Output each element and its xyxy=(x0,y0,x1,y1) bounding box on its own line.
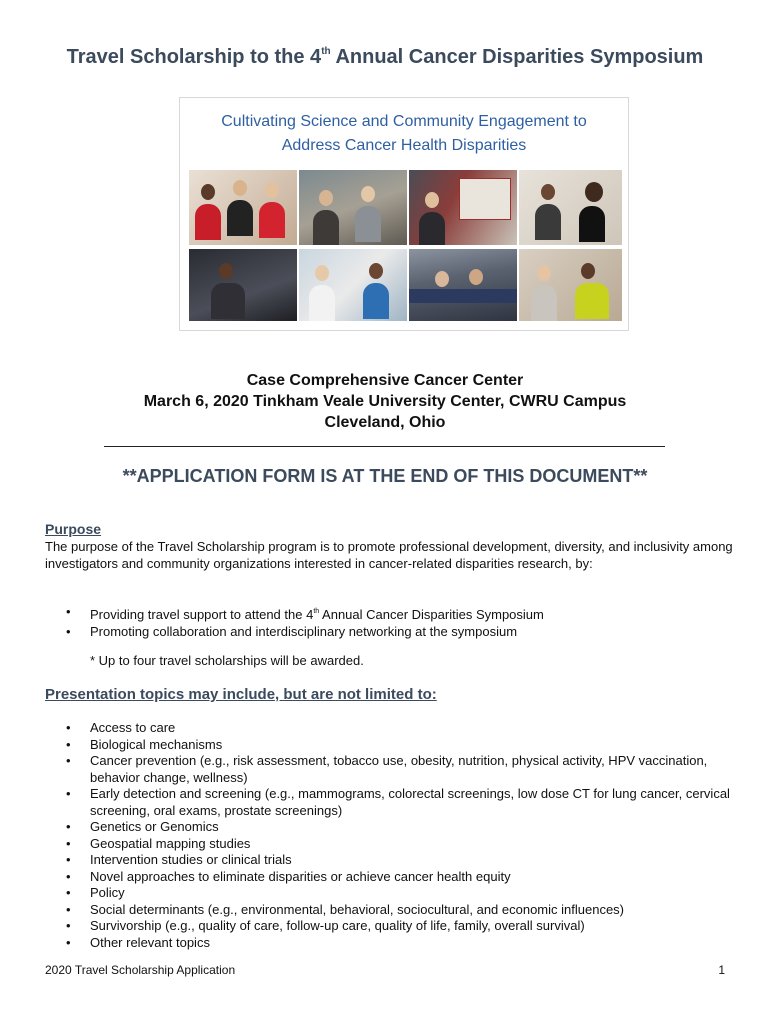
title-superscript: th xyxy=(321,46,331,57)
purpose-list xyxy=(66,604,736,640)
list-item: • Geospatial mapping studies xyxy=(66,836,736,853)
list-item: • Access to care xyxy=(66,720,736,737)
page-number: 1 xyxy=(718,963,725,977)
list-item: • Policy xyxy=(66,885,736,902)
photo-conference-room xyxy=(409,249,517,321)
banner-heading xyxy=(180,110,628,158)
list-item: • Other relevant topics xyxy=(66,935,736,952)
list-item: • Biological mechanisms xyxy=(66,737,736,754)
event-details xyxy=(0,370,770,433)
photo-networking xyxy=(299,249,407,321)
organizer-name: Case Comprehensive Cancer Center xyxy=(246,372,524,389)
photo-three-women xyxy=(189,170,297,245)
list-item: • Cancer prevention (e.g., risk assessment, tobacco use, obesity, nutrition, physical activity, HPV vaccination, behavior change, wellness) xyxy=(66,753,736,786)
list-item: • Genetics or Genomics xyxy=(66,819,736,836)
banner-heading-line1: Cultivating Science and Community Engagement to xyxy=(221,113,587,130)
footer-title: 2020 Travel Scholarship Application xyxy=(45,963,236,977)
photo-poster-session xyxy=(409,170,517,245)
list-item: • Promoting collaboration and interdisciplinary networking at the symposium xyxy=(66,624,736,641)
purpose-text: The purpose of the Travel Scholarship program is to promote professional development, diversity, and inclusivity among investigators and community organizations interested in cancer-related disparities research, by: xyxy=(45,539,733,571)
photo-collage xyxy=(189,170,620,321)
symposium-banner-image xyxy=(179,97,629,331)
photo-audience xyxy=(299,170,407,245)
scholarship-note: * Up to four travel scholarships will be awarded. xyxy=(90,653,364,668)
title-text: Travel Scholarship to the 4 xyxy=(66,46,322,68)
list-item: • Early detection and screening (e.g., mammograms, colorectal screenings, low dose CT for lung cancer, cervical screening, oral exams, prostate screenings) xyxy=(66,786,736,819)
photo-speaker xyxy=(189,249,297,321)
photo-two-women xyxy=(519,170,622,245)
event-location: Cleveland, Ohio xyxy=(324,414,446,431)
banner-heading-line2: Address Cancer Health Disparities xyxy=(281,137,527,154)
purpose-heading: Purpose xyxy=(45,521,102,537)
list-item: • Providing travel support to attend the 4th Annual Cancer Disparities Symposium xyxy=(66,604,736,624)
topics-list xyxy=(66,720,736,951)
divider xyxy=(104,446,665,447)
list-item: • Intervention studies or clinical trials xyxy=(66,852,736,869)
topics-heading: Presentation topics may include, but are not limited to: xyxy=(45,686,437,703)
application-notice: **APPLICATION FORM IS AT THE END OF THIS DOCUMENT** xyxy=(122,466,648,486)
title-text-end: Annual Cancer Disparities Symposium xyxy=(330,46,704,68)
list-item: • Survivorship (e.g., quality of care, follow-up care, quality of life, family, overall survival) xyxy=(66,918,736,935)
document-title xyxy=(0,46,770,69)
list-item: • Social determinants (e.g., environmental, behavioral, sociocultural, and economic influences) xyxy=(66,902,736,919)
event-date-venue: March 6, 2020 Tinkham Veale University Center, CWRU Campus xyxy=(143,393,627,410)
photo-poster-discussion xyxy=(519,249,622,321)
list-item: • Novel approaches to eliminate disparities or achieve cancer health equity xyxy=(66,869,736,886)
